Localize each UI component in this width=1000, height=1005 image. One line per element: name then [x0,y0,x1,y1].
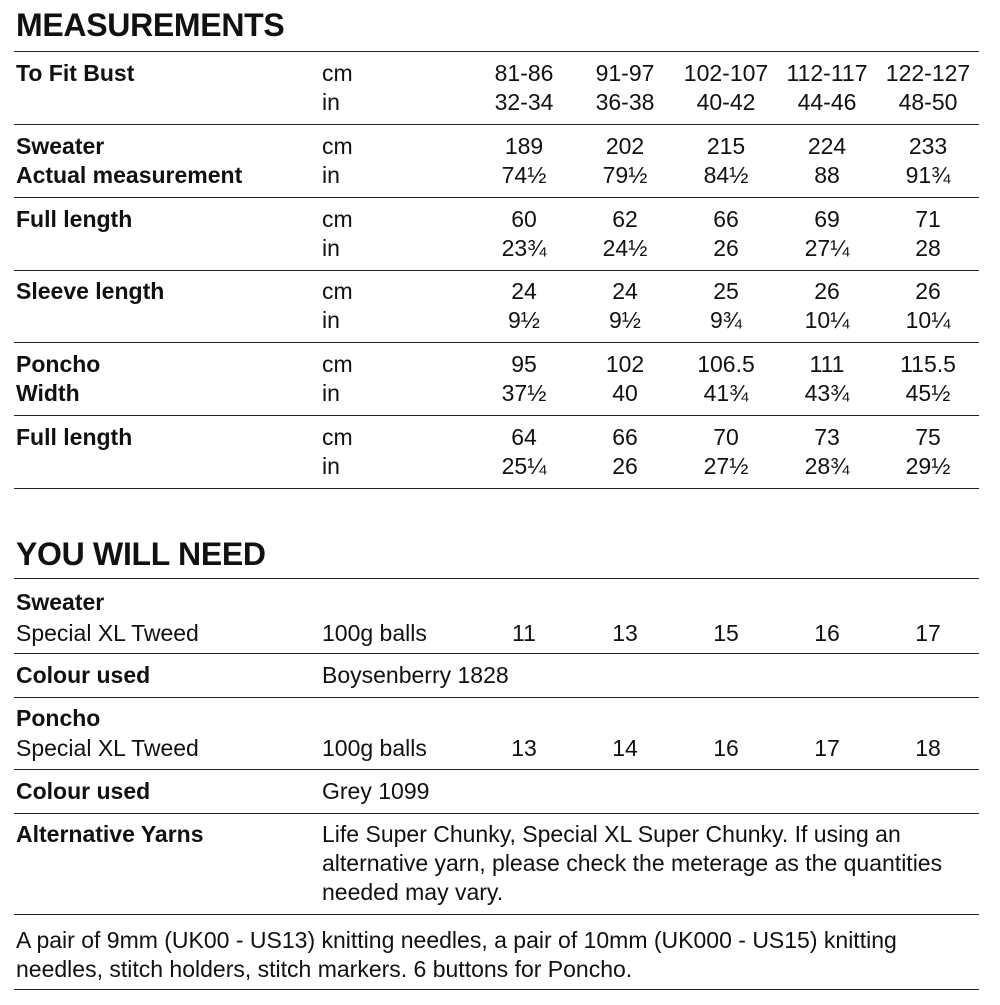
bust-in-value: 32-34 [494,89,554,115]
unit-in: in [322,89,340,115]
poncho-width-cm-value: 106.5 [697,351,755,377]
sleeve-cm-value: 26 [915,278,941,304]
poncho-width-in-value: 45½ [905,380,951,406]
poncho-balls-value: 16 [713,735,739,761]
divider [14,989,979,990]
sweater-balls-value: 11 [512,620,536,646]
needles-text: A pair of 9mm (UK00 - US13) knitting needles, a pair of 10mm (UK000 - US15) knitting needles, stitch holders, stitch markers. 6 buttons for Poncho. [16,927,897,982]
sweater-length-in-value: 27¼ [804,235,850,261]
unit-in: in [322,380,340,406]
alternative-yarns-label: Alternative Yarns [16,821,204,847]
unit-cm: cm [322,424,353,450]
poncho-width-in-value: 41¾ [703,380,749,406]
poncho-width-cm-value: 102 [605,351,645,377]
sweater-actual-cm-value: 233 [908,133,948,159]
poncho-full-length-label: Full length [16,424,133,450]
alternative-yarns-text: Life Super Chunky, Special XL Super Chunky. If using an alternative yarn, please check the meterage as the quantities needed may vary. [322,821,943,905]
you-will-need-heading: YOU WILL NEED [16,536,266,572]
sweater-actual-cm-value: 224 [807,133,847,159]
sweater-actual-cm-value: 202 [605,133,645,159]
divider [14,197,979,198]
unit-in: in [322,453,340,479]
poncho-length-in-value: 29½ [905,453,951,479]
divider [14,769,979,770]
width-label: Width [16,380,80,406]
sleeve-cm-value: 24 [612,278,638,304]
sweater-full-length-label: Full length [16,206,133,232]
divider [14,488,979,489]
divider [14,270,979,271]
unit-in: in [322,162,340,188]
bust-in-value: 48-50 [898,89,958,115]
unit-cm: cm [322,206,353,232]
measurements-heading: MEASUREMENTS [16,7,285,43]
sleeve-cm-value: 26 [814,278,840,304]
sleeve-in-value: 9½ [508,307,540,333]
sweater-length-in-value: 24½ [602,235,648,261]
poncho-yarn-title: Poncho [16,705,101,731]
poncho-width-cm-value: 115.5 [900,351,956,377]
divider [14,813,979,814]
poncho-width-cm-value: 111 [809,351,845,377]
poncho-colour-label: Colour used [16,778,151,804]
sweater-yarn-title: Sweater [16,589,105,615]
sweater-colour-value: Boysenberry 1828 [322,662,509,688]
sweater-label: Sweater [16,133,105,159]
sweater-length-in-value: 23¾ [501,235,547,261]
sweater-length-cm-value: 66 [713,206,739,232]
poncho-balls-value: 13 [511,735,537,761]
unit-cm: cm [322,278,353,304]
sleeve-length-label: Sleeve length [16,278,165,304]
bust-in-value: 44-46 [797,89,857,115]
divider [14,124,979,125]
poncho-width-in-value: 43¾ [804,380,850,406]
sleeve-in-value: 10¼ [804,307,850,333]
sweater-balls-value: 13 [612,620,638,646]
bust-cm-value: 112-117 [786,60,868,86]
sweater-length-cm-value: 69 [814,206,840,232]
poncho-length-in-value: 25¼ [501,453,547,479]
sweater-length-in-value: 28 [915,235,941,261]
sweater-actual-in-value: 88 [814,162,840,188]
divider [14,914,979,915]
bust-in-value: 40-42 [696,89,756,115]
poncho-length-cm-value: 75 [915,424,941,450]
poncho-width-cm-value: 95 [511,351,537,377]
bust-in-value: 36-38 [595,89,655,115]
sweater-actual-in-value: 84½ [703,162,749,188]
unit-cm: cm [322,351,353,377]
poncho-length-cm-value: 64 [511,424,537,450]
poncho-length-in-value: 26 [612,453,638,479]
sleeve-in-value: 10¼ [905,307,951,333]
poncho-width-in-value: 37½ [501,380,547,406]
poncho-length-in-value: 27½ [703,453,749,479]
unit-in: in [322,235,340,261]
bust-cm-value: 102-107 [683,60,769,86]
sleeve-in-value: 9¾ [710,307,742,333]
poncho-width-in-value: 40 [612,380,638,406]
sweater-balls-value: 17 [915,620,941,646]
poncho-colour-value: Grey 1099 [322,778,430,804]
bust-cm-value: 122-127 [885,60,971,86]
bust-label: To Fit Bust [16,60,135,86]
sweater-actual-in-value: 74½ [501,162,547,188]
sweater-actual-in-value: 79½ [602,162,648,188]
divider [14,51,979,52]
balls-unit: 100g balls [322,620,427,646]
actual-measurement-label: Actual measurement [16,162,243,188]
divider [14,415,979,416]
sweater-colour-label: Colour used [16,662,151,688]
sweater-length-cm-value: 60 [511,206,537,232]
poncho-length-in-value: 28¾ [804,453,850,479]
sweater-actual-in-value: 91¾ [905,162,951,188]
sweater-balls-value: 16 [814,620,840,646]
poncho-yarn-name: Special XL Tweed [16,735,199,761]
unit-in: in [322,307,340,333]
poncho-length-cm-value: 66 [612,424,638,450]
unit-cm: cm [322,133,353,159]
balls-unit: 100g balls [322,735,427,761]
poncho-balls-value: 14 [612,735,638,761]
sweater-yarn-name: Special XL Tweed [16,620,199,646]
sweater-length-in-value: 26 [713,235,739,261]
sweater-balls-value: 15 [713,620,739,646]
sleeve-cm-value: 24 [511,278,537,304]
divider [14,697,979,698]
bust-cm-value: 81-86 [494,60,554,86]
divider [14,578,979,579]
poncho-balls-value: 18 [915,735,941,761]
sweater-length-cm-value: 71 [915,206,941,232]
sweater-actual-cm-value: 215 [706,133,746,159]
sleeve-in-value: 9½ [609,307,641,333]
divider [14,653,979,654]
unit-cm: cm [322,60,353,86]
poncho-balls-value: 17 [814,735,840,761]
divider [14,342,979,343]
sweater-actual-cm-value: 189 [504,133,544,159]
bust-cm-value: 91-97 [595,60,655,86]
poncho-label: Poncho [16,351,101,377]
sweater-length-cm-value: 62 [612,206,638,232]
sleeve-cm-value: 25 [713,278,739,304]
poncho-length-cm-value: 73 [814,424,840,450]
poncho-length-cm-value: 70 [713,424,739,450]
